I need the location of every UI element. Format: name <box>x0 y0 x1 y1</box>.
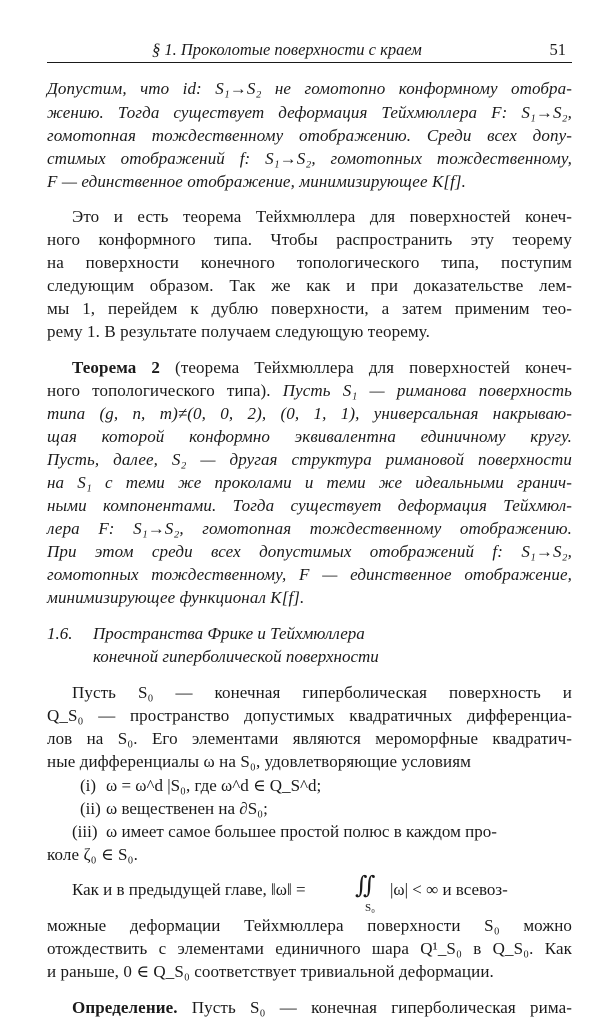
formula-right: |ω| < ∞ и всевоз- <box>390 880 508 899</box>
text-line: Допустим, что id: S₁→S₂ не гомотопно конформному отобра- <box>47 79 572 98</box>
text-line: можные деформации Тейхмюллера поверхности S₀ можно <box>47 916 572 935</box>
theorem-text: (теорема Тейхмюллера для поверхностей конеч- <box>160 358 572 377</box>
text-line: на поверхности конечного топологического типа, поступим <box>47 253 572 272</box>
text-line: ные дифференциалы ω на S₀, удовлетворяющие условиям <box>47 752 472 771</box>
text-line: Пусть, далее, S₂ — другая структура римановой поверхности <box>47 450 572 469</box>
text-line: типа (g, n, m)≠(0, 0, 2), (0, 1, 1), универсальная накрываю- <box>47 404 572 423</box>
integral-domain: S₀ <box>365 902 375 914</box>
definition-label: Определение. <box>72 998 178 1017</box>
text-line: рему 1. В результате получаем следующую теорему. <box>47 322 430 341</box>
text-line: гомотопная тождественному отображению. Среди всех допу- <box>47 126 572 145</box>
text-line: жению. Тогда существует деформация Тейхмюллера F: S₁→S₂, <box>47 103 572 122</box>
condition-label: (i) <box>80 776 97 795</box>
condition-text: ω имеет самое большее простой полюс в каждом про- <box>106 822 497 841</box>
text-line: лера F: S₁→S₂, гомотопная тождественному отображению. <box>47 519 572 538</box>
section-number: 1.6. <box>47 624 73 643</box>
section-title: конечной гиперболической поверхности <box>93 647 379 666</box>
text-line: стимых отображений f: S₁→S₂, гомотопных тождественному, <box>47 149 572 168</box>
page-number: 51 <box>549 40 566 59</box>
text-line: лов на S₀. Его элементами являются мероморфные квадратич- <box>47 729 572 748</box>
text-line: Q_S₀ — пространство допустимых квадратичных дифференциа- <box>47 706 572 725</box>
definition-text: Пусть S₀ — конечная гиперболическая рима- <box>177 998 572 1017</box>
text-line: F — единственное отображение, минимизирующее K[f]. <box>47 172 466 191</box>
text-line: гомотопных тождественному, F — единственное отображение, <box>47 565 572 584</box>
text-line: ного конформного типа. Чтобы распространить эту теорему <box>47 230 572 249</box>
text-line: ными компонентами. Тогда существует деформация Тейхмюл- <box>47 496 572 515</box>
condition-label: (ii) <box>80 799 101 818</box>
theorem-text: Пусть S₁ — риманова поверхность <box>282 381 572 400</box>
text-line: При этом среди всех допустимых отображений f: S₁→S₂, <box>47 542 572 561</box>
theorem-heading-line <box>72 358 572 378</box>
formula-left: Как и в предыдущей главе, ‖ω‖ = <box>72 880 306 899</box>
text-line <box>47 381 572 401</box>
text-line: мы 1, перейдем к дублю поверхности, а затем применим тео- <box>47 299 572 318</box>
text-line: Пусть S₀ — конечная гиперболическая поверхность и <box>72 683 572 702</box>
text-line: коле ζ₀ ∈ S₀. <box>47 845 138 864</box>
section-title: Пространства Фрике и Тейхмюллера <box>93 624 365 643</box>
page-header <box>47 40 572 63</box>
text-line: на S₁ с теми же проколами и теми же идеальными гранич- <box>47 473 572 492</box>
condition-text: ω = ω^d |S₀, где ω^d ∈ Q_S^d; <box>106 776 322 795</box>
text-line: Это и есть теорема Тейхмюллера для поверхностей конеч- <box>72 207 572 226</box>
theorem-text: ного топологического типа). <box>47 381 283 400</box>
text-line: щая которой конформно эквивалентна единичному кругу. <box>47 427 572 446</box>
text-line: минимизирующее функционал K[f]. <box>47 588 305 607</box>
text-line: отождествить с элементами единичного шара Q¹_S₀ в Q_S₀. Как <box>47 939 572 958</box>
running-head: § 1. Проколотые поверхности с краем <box>152 40 422 59</box>
double-integral-symbol: ∬ <box>355 873 376 899</box>
theorem-label: Теорема 2 <box>72 358 161 377</box>
text-line: следующим образом. Так же как и при доказательстве лем- <box>47 276 572 295</box>
text-line: и раньше, 0 ∈ Q_S₀ соответствует тривиальной деформации. <box>47 962 494 981</box>
definition-heading-line <box>72 998 572 1018</box>
condition-text: ω вещественен на ∂S₀; <box>106 799 268 818</box>
condition-label: (iii) <box>72 822 98 841</box>
